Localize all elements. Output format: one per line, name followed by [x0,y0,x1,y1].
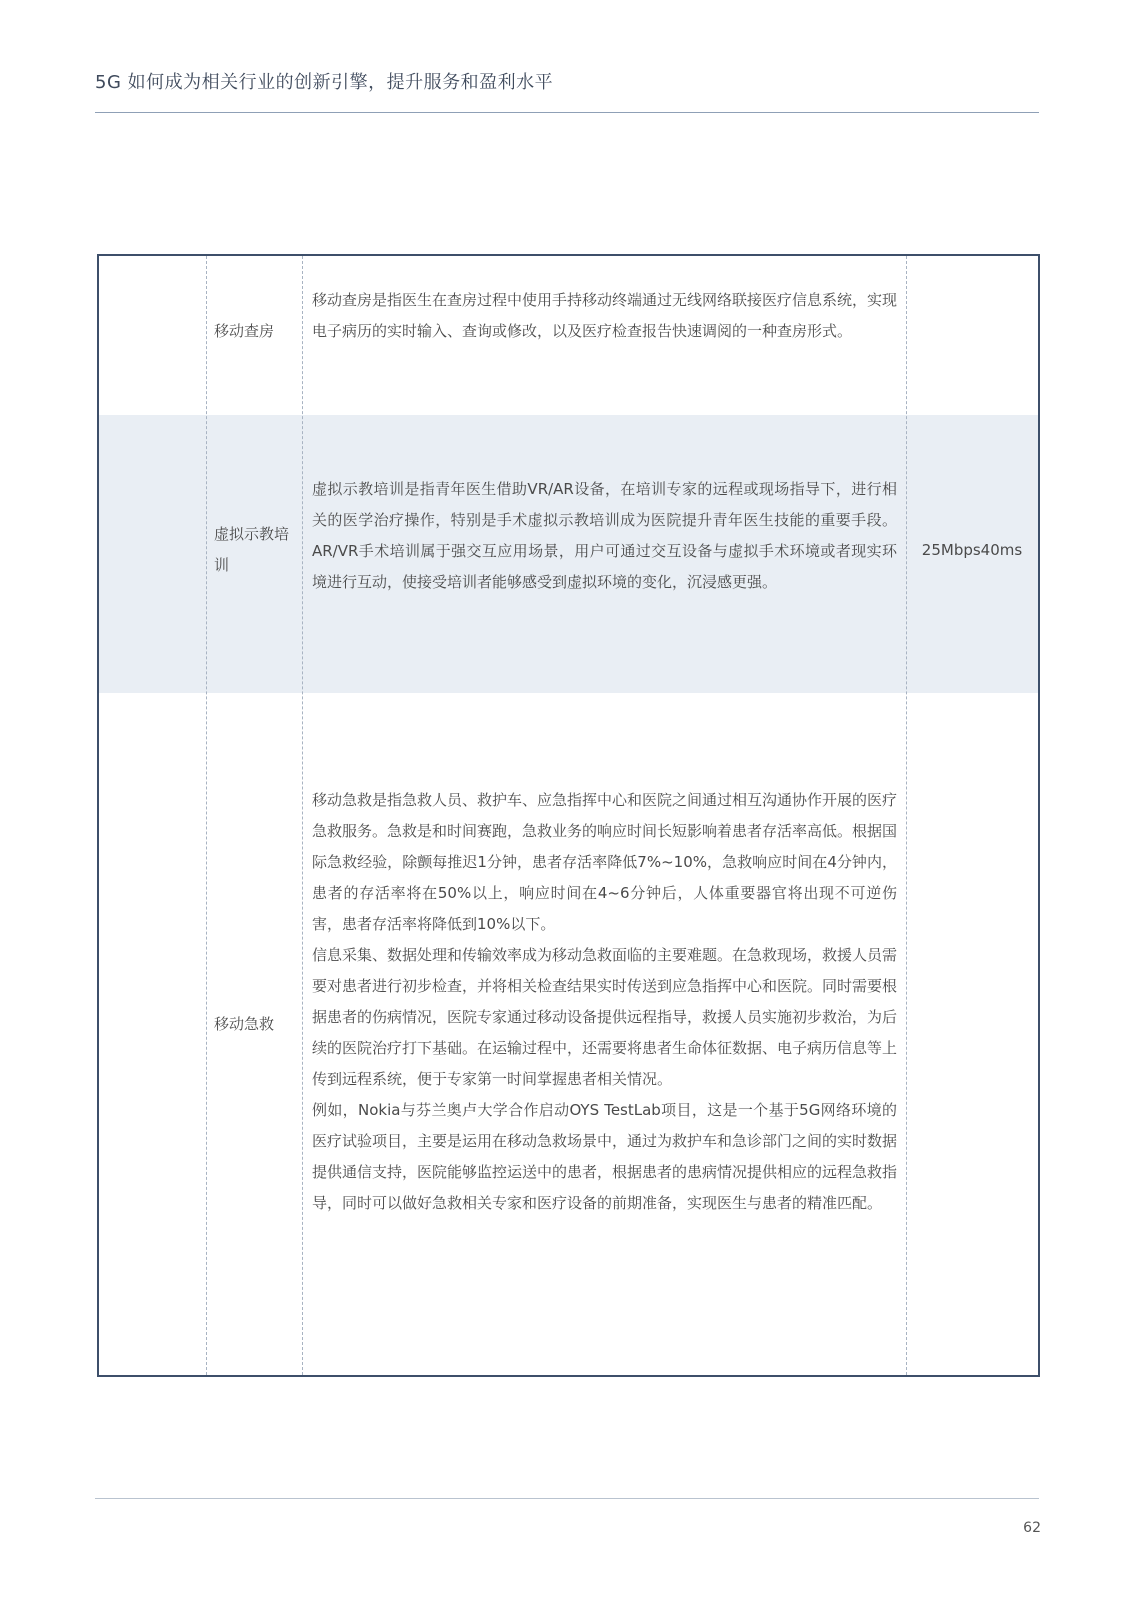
row-metric-cell: 25Mbps40ms [921,541,1023,559]
column-divider [906,256,907,1375]
description-paragraph: 虚拟示教培训是指青年医生借助VR/AR设备，在培训专家的远程或现场指导下，进行相关的医学治疗操作，特别是手术虚拟示教培训成为医院提升青年医生技能的重要手段。AR/VR手术培训属于强交互应用场景，用户可通过交互设备与虚拟手术环境或者现实环境进行互动，使接受培训者能够感受到虚拟环境的变化，沉浸感更强。 [312,480,897,591]
table-row [99,415,1038,693]
row-description-cell [312,785,897,1219]
header-divider [95,112,1039,113]
table-row [99,256,1038,415]
row-description-cell [312,474,897,598]
row-description-cell [312,285,897,347]
footer-divider [95,1498,1039,1499]
row-name-cell: 虚拟示教培训 [214,525,290,574]
row-name-cell: 移动急救 [214,1015,275,1033]
table-row [99,693,1038,1377]
column-divider [302,256,303,1375]
description-paragraph: 移动急救是指急救人员、救护车、应急指挥中心和医院之间通过相互沟通协作开展的医疗急救服务。急救是和时间赛跑，急救业务的响应时间长短影响着患者存活率高低。根据国际急救经验，除颤每推迟1分钟，患者存活率降低7%~10%，急救响应时间在4分钟内，患者的存活率将在50%以上，响应时间在4~6分钟后，人体重要器官将出现不可逆伤害，患者存活率将降低到10%以下。 [312,791,898,933]
description-paragraph: 信息采集、数据处理和传输效率成为移动急救面临的主要难题。在急救现场，救援人员需要对患者进行初步检查，并将相关检查结果实时传送到应急指挥中心和医院。同时需要根据患者的伤病情况，医院专家通过移动设备提供远程指导，救援人员实施初步救治，为后续的医院治疗打下基础。在运输过程中，还需要将患者生命体征数据、电子病历信息等上传到远程系统，便于专家第一时间掌握患者相关情况。 [312,946,898,1088]
description-paragraph: 例如，Nokia与芬兰奥卢大学合作启动OYS TestLab项目，这是一个基于5G网络环境的医疗试验项目，主要是运用在移动急救场景中，通过为救护车和急诊部门之间的实时数据提供通信支持，医院能够监控运送中的患者，根据患者的患病情况提供相应的远程急救指导，同时可以做好急救相关专家和医疗设备的前期准备，实现医生与患者的精准匹配。 [312,1101,898,1212]
page-number: 62 [1023,1520,1041,1536]
column-divider [206,256,207,1375]
row-name-cell: 移动查房 [214,322,275,340]
scenario-table [97,254,1040,1377]
page-header-title: 5G 如何成为相关行业的创新引擎，提升服务和盈利水平 [95,72,554,93]
description-paragraph: 移动查房是指医生在查房过程中使用手持移动终端通过无线网络联接医疗信息系统，实现电子病历的实时输入、查询或修改，以及医疗检查报告快速调阅的一种查房形式。 [312,291,898,340]
